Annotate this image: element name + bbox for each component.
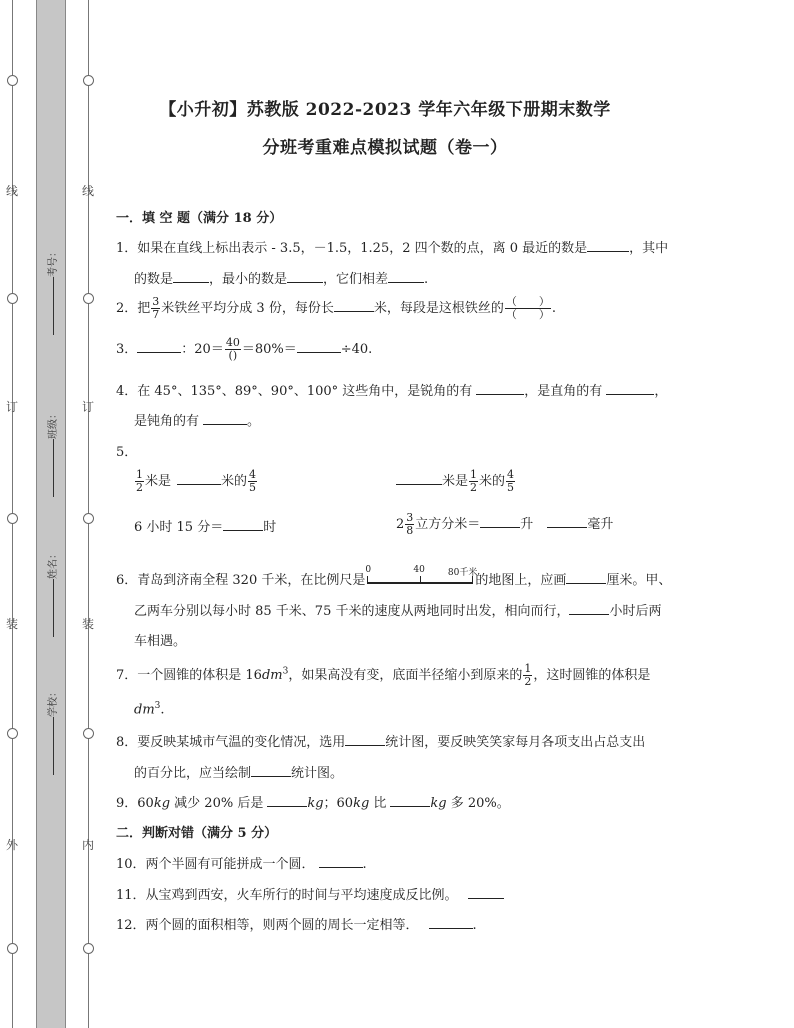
question-8-line1: 8．要反映某城市气温的变化情况，选用 统计图，要反映笑笑家每月各项支出占总支出 [116,731,645,750]
page-title-line1: 【小升初】苏教版 2022-2023 学年六年级下册期末数学 [159,100,611,120]
answer-blank[interactable] [390,793,430,807]
binding-hole [83,75,94,86]
answer-blank[interactable] [137,339,181,353]
answer-blank[interactable] [388,269,424,283]
answer-blank[interactable] [569,601,609,615]
fraction: $\frac{3}{8}$ [406,511,414,537]
binding-hole [7,75,18,86]
fraction-blank[interactable]: $\frac{( )}{( )}$ [505,295,550,321]
binding-hole [83,293,94,304]
question-5-row1-right: 米是 $\frac{1}{2}$ 米的 $\frac{4}{5}$ [396,469,516,494]
answer-blank[interactable] [223,517,263,531]
answer-blank[interactable] [566,570,606,584]
answer-blank[interactable] [587,238,629,252]
question-4-line1: 4．在 45°、135°、89°、90°、100° 这些角中，是锐角的有 ，是直角的有 ， [116,380,667,399]
binding-char-inner: 装 [82,617,95,631]
binding-hole [7,943,18,954]
question-9: 9．60kg 减少 20% 后是 kg；60kg 比 kg 多 20%。 [116,792,510,811]
answer-blank[interactable] [476,381,524,395]
question-12: 12．两个圆的面积相等，则两个圆的周长一定相等． . [116,914,477,933]
answer-blank[interactable] [297,339,341,353]
answer-blank[interactable] [345,732,385,746]
fraction: $\frac{1}{2}$ [470,468,478,494]
question-7-line1: 7．一个圆锥的体积是 $16dm^3$，如果高没有变，底面半径缩小到原来的 $\frac{1}{2}$ ，这时圆锥的体积是 [116,662,651,688]
binding-char-inner: 内 [82,838,95,852]
fraction: $\frac{1}{2}$ [136,468,143,494]
exam-number-field[interactable]: 考号： [44,247,59,338]
binding-char-outer: 线 [6,184,19,198]
page-title-line2: 分班考重难点模拟试题（卷一） [262,138,508,158]
question-5-label: 5． [116,445,138,460]
question-11: 11．从宝鸡到西安，火车所行的时间与平均速度成反比例。 [116,884,504,903]
fraction: $\frac{40}{()}$ [225,336,240,362]
question-4-line2: 是钝角的有 。 [134,410,260,429]
answer-blank[interactable] [396,471,442,485]
question-10: 10．两个半圆有可能拼成一个圆． . [116,853,367,872]
question-7-line2: $dm^3$. [134,701,165,718]
question-1-line2: 的数是 ，最小的数是 ，它们相差 . [134,268,428,287]
question-5-row2-right: 2 $\frac{3}{8}$ 立方分米＝ 升 毫升 [396,511,614,537]
binding-strip [36,0,66,1028]
answer-blank[interactable] [287,269,323,283]
class-field[interactable]: 班级： [44,409,59,500]
question-6-line3: 车相遇。 [134,634,187,649]
section-heading-fill-blank: 一．填 空 题（满分 18 分） [116,211,283,226]
binding-hole [83,943,94,954]
binding-char-outer: 订 [6,400,19,414]
name-field[interactable]: 姓名： [44,549,59,640]
question-5-row1-left: $\frac{1}{2}$ 米是 米的 $\frac{4}{5}$ [136,468,257,494]
question-5-row2-left: 6 小时 15 分＝ 时 [134,516,276,535]
fraction: $\frac{1}{2}$ [524,662,532,688]
question-6-line1: 6．青岛到济南全程 320 千米，在比例尺是 0 40 80千米 的地图上，应画 厘米。甲、 [116,564,672,588]
question-3: 3． ：20＝ $\frac{40}{()}$ ＝80%＝ ÷40. [116,336,373,362]
answer-blank[interactable] [480,514,520,528]
question-1-line1: 1．如果在直线上标出表示 - 3.5，－1.5，1.25，2 四个数的点，离 0 最近的数是 ，其中 [116,237,668,256]
binding-char-inner: 线 [82,184,95,198]
binding-hole [83,728,94,739]
answer-blank[interactable] [319,854,363,868]
answer-blank[interactable] [606,381,654,395]
binding-hole [7,728,18,739]
question-6-line2: 乙两车分别以每小时 85 千米、75 千米的速度从两地同时出发，相向而行， 小时后两 [134,600,662,619]
fraction: $\frac{3}{7}$ [152,295,160,321]
scale-bar: 0 40 80千米 [365,573,475,589]
question-8-line2: 的百分比，应当绘制 统计图。 [134,762,343,781]
section-heading-true-false: 二．判断对错（满分 5 分） [116,826,278,841]
binding-hole [7,293,18,304]
answer-blank[interactable] [468,885,504,899]
school-field[interactable]: 学校： [44,687,59,778]
answer-blank[interactable] [547,514,587,528]
question-2: 2．把 $\frac{3}{7}$ 米铁丝平均分成 3 份，每份长 米，每段是这根铁丝的 $\frac{( )}{( )}$ . [116,295,556,321]
fraction: $\frac{4}{5}$ [507,468,515,494]
answer-blank[interactable] [334,298,374,312]
answer-blank[interactable] [173,269,209,283]
binding-hole [7,513,18,524]
answer-blank[interactable] [429,915,473,929]
binding-char-outer: 外 [6,838,19,852]
binding-hole [83,513,94,524]
answer-blank[interactable] [203,411,247,425]
answer-blank[interactable] [251,763,291,777]
answer-blank[interactable] [177,471,221,485]
fraction: $\frac{4}{5}$ [249,468,257,494]
binding-char-inner: 订 [82,400,95,414]
answer-blank[interactable] [267,793,307,807]
binding-char-outer: 装 [6,617,19,631]
